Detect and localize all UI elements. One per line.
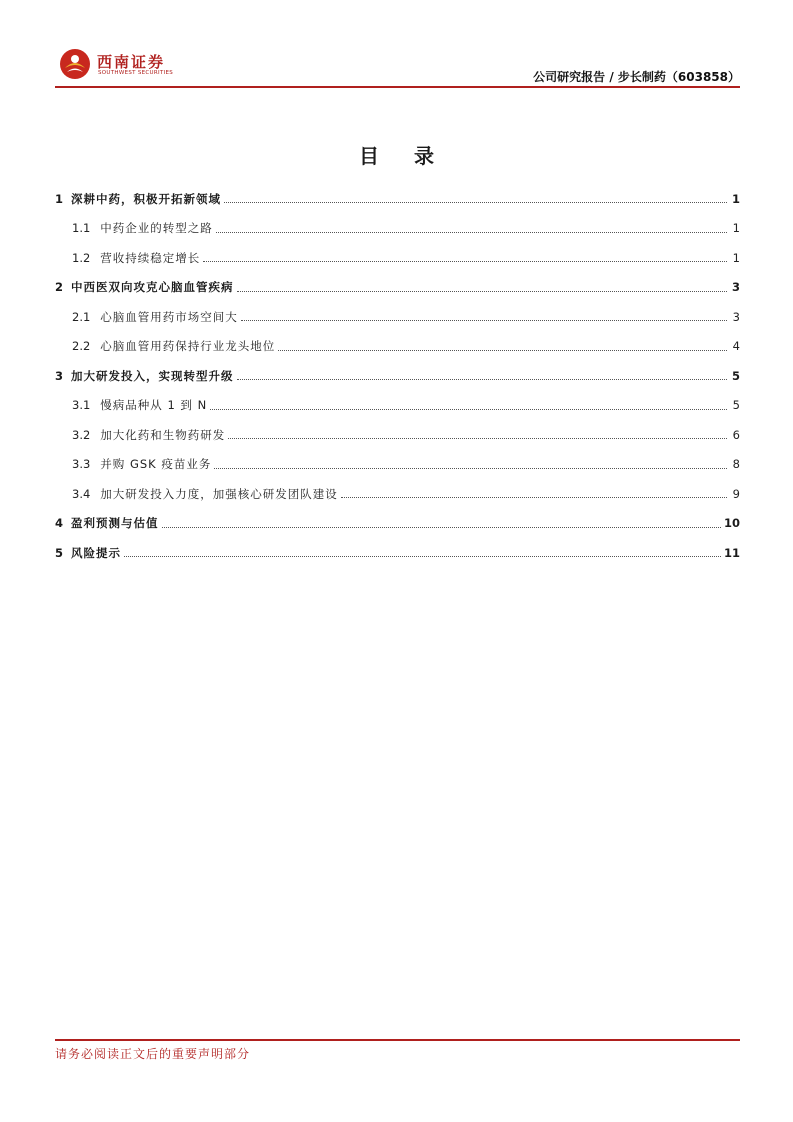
logo-english-name: SOUTHWEST SECURITIES [98, 70, 174, 76]
table-of-contents [55, 184, 740, 568]
toc-leader-dots [124, 556, 721, 557]
toc-entry[interactable] [55, 479, 740, 509]
toc-entry-title: 加大研发投入，实现转型升级 [71, 368, 234, 383]
toc-entry-page: 5 [732, 398, 740, 413]
header-divider [55, 86, 740, 88]
toc-entry-title: 心脑血管用药市场空间大 [100, 309, 238, 324]
toc-entry-title: 中药企业的转型之路 [100, 221, 213, 236]
toc-entry[interactable] [55, 273, 740, 303]
toc-leader-dots [241, 320, 727, 321]
toc-leader-dots [237, 291, 727, 292]
toc-entry-title: 深耕中药，积极开拓新领域 [71, 191, 222, 206]
toc-leader-dots [228, 438, 727, 439]
toc-entry-page: 8 [732, 457, 740, 472]
toc-entry-title: 加大化药和生物药研发 [100, 427, 226, 442]
toc-entry[interactable] [55, 391, 740, 421]
toc-entry[interactable] [55, 420, 740, 450]
toc-entry[interactable] [55, 184, 740, 214]
toc-entry-title: 并购 GSK 疫苗业务 [100, 457, 212, 472]
toc-entry[interactable] [55, 243, 740, 273]
toc-entry-number: 5 [55, 545, 64, 560]
company-logo [59, 48, 189, 84]
toc-entry-page: 3 [732, 309, 740, 324]
toc-entry-number: 2.2 [72, 339, 91, 354]
toc-entry-number: 1 [55, 191, 64, 206]
toc-entry-title: 风险提示 [71, 545, 122, 560]
toc-entry-number: 1.1 [72, 221, 91, 236]
toc-leader-dots [278, 350, 727, 351]
toc-entry-title: 加大研发投入力度，加强核心研发团队建设 [100, 486, 338, 501]
toc-entry[interactable] [55, 538, 740, 568]
toc-leader-dots [341, 497, 727, 498]
toc-entry-number: 4 [55, 516, 64, 531]
toc-entry-page: 1 [732, 221, 740, 236]
toc-entry-page: 1 [732, 250, 740, 265]
toc-entry-number: 3.4 [72, 486, 91, 501]
toc-entry-page: 3 [731, 280, 740, 295]
toc-leader-dots [210, 409, 727, 410]
toc-entry-page: 11 [723, 545, 740, 560]
toc-entry-number: 3 [55, 368, 64, 383]
toc-entry-number: 3.3 [72, 457, 91, 472]
toc-entry-page: 9 [732, 486, 740, 501]
toc-entry-title: 中西医双向攻克心脑血管疾病 [71, 280, 234, 295]
toc-entry-page: 4 [732, 339, 740, 354]
toc-entry[interactable] [55, 214, 740, 244]
toc-entry-title: 盈利预测与估值 [71, 516, 159, 531]
toc-entry-number: 2.1 [72, 309, 91, 324]
footer-divider [55, 1039, 740, 1041]
toc-leader-dots [216, 232, 727, 233]
toc-leader-dots [237, 379, 727, 380]
toc-entry-number: 1.2 [72, 250, 91, 265]
toc-entry[interactable] [55, 450, 740, 480]
page-header [55, 42, 740, 90]
toc-entry-number: 2 [55, 280, 64, 295]
toc-entry[interactable] [55, 361, 740, 391]
toc-entry-page: 5 [731, 368, 740, 383]
toc-entry-title: 心脑血管用药保持行业龙头地位 [100, 339, 276, 354]
toc-leader-dots [162, 527, 721, 528]
toc-entry[interactable] [55, 509, 740, 539]
toc-leader-dots [214, 468, 727, 469]
logo-chinese-name: 西南证券 [97, 53, 166, 71]
toc-entry-title: 慢病品种从 1 到 N [100, 398, 208, 413]
toc-entry-number: 3.1 [72, 398, 91, 413]
toc-entry[interactable] [55, 332, 740, 362]
toc-entry-number: 3.2 [72, 427, 91, 442]
toc-entry[interactable] [55, 302, 740, 332]
toc-leader-dots [203, 261, 727, 262]
report-header-title: 公司研究报告 / 步长制药（603858） [533, 70, 740, 84]
toc-entry-page: 10 [723, 516, 740, 531]
toc-leader-dots [224, 202, 727, 203]
toc-entry-page: 6 [732, 427, 740, 442]
logo-emblem-icon [59, 48, 91, 80]
toc-heading: 目 录 [359, 144, 448, 168]
footer-disclaimer: 请务必阅读正文后的重要声明部分 [55, 1047, 251, 1061]
toc-entry-title: 营收持续稳定增长 [100, 250, 201, 265]
toc-entry-page: 1 [731, 191, 740, 206]
